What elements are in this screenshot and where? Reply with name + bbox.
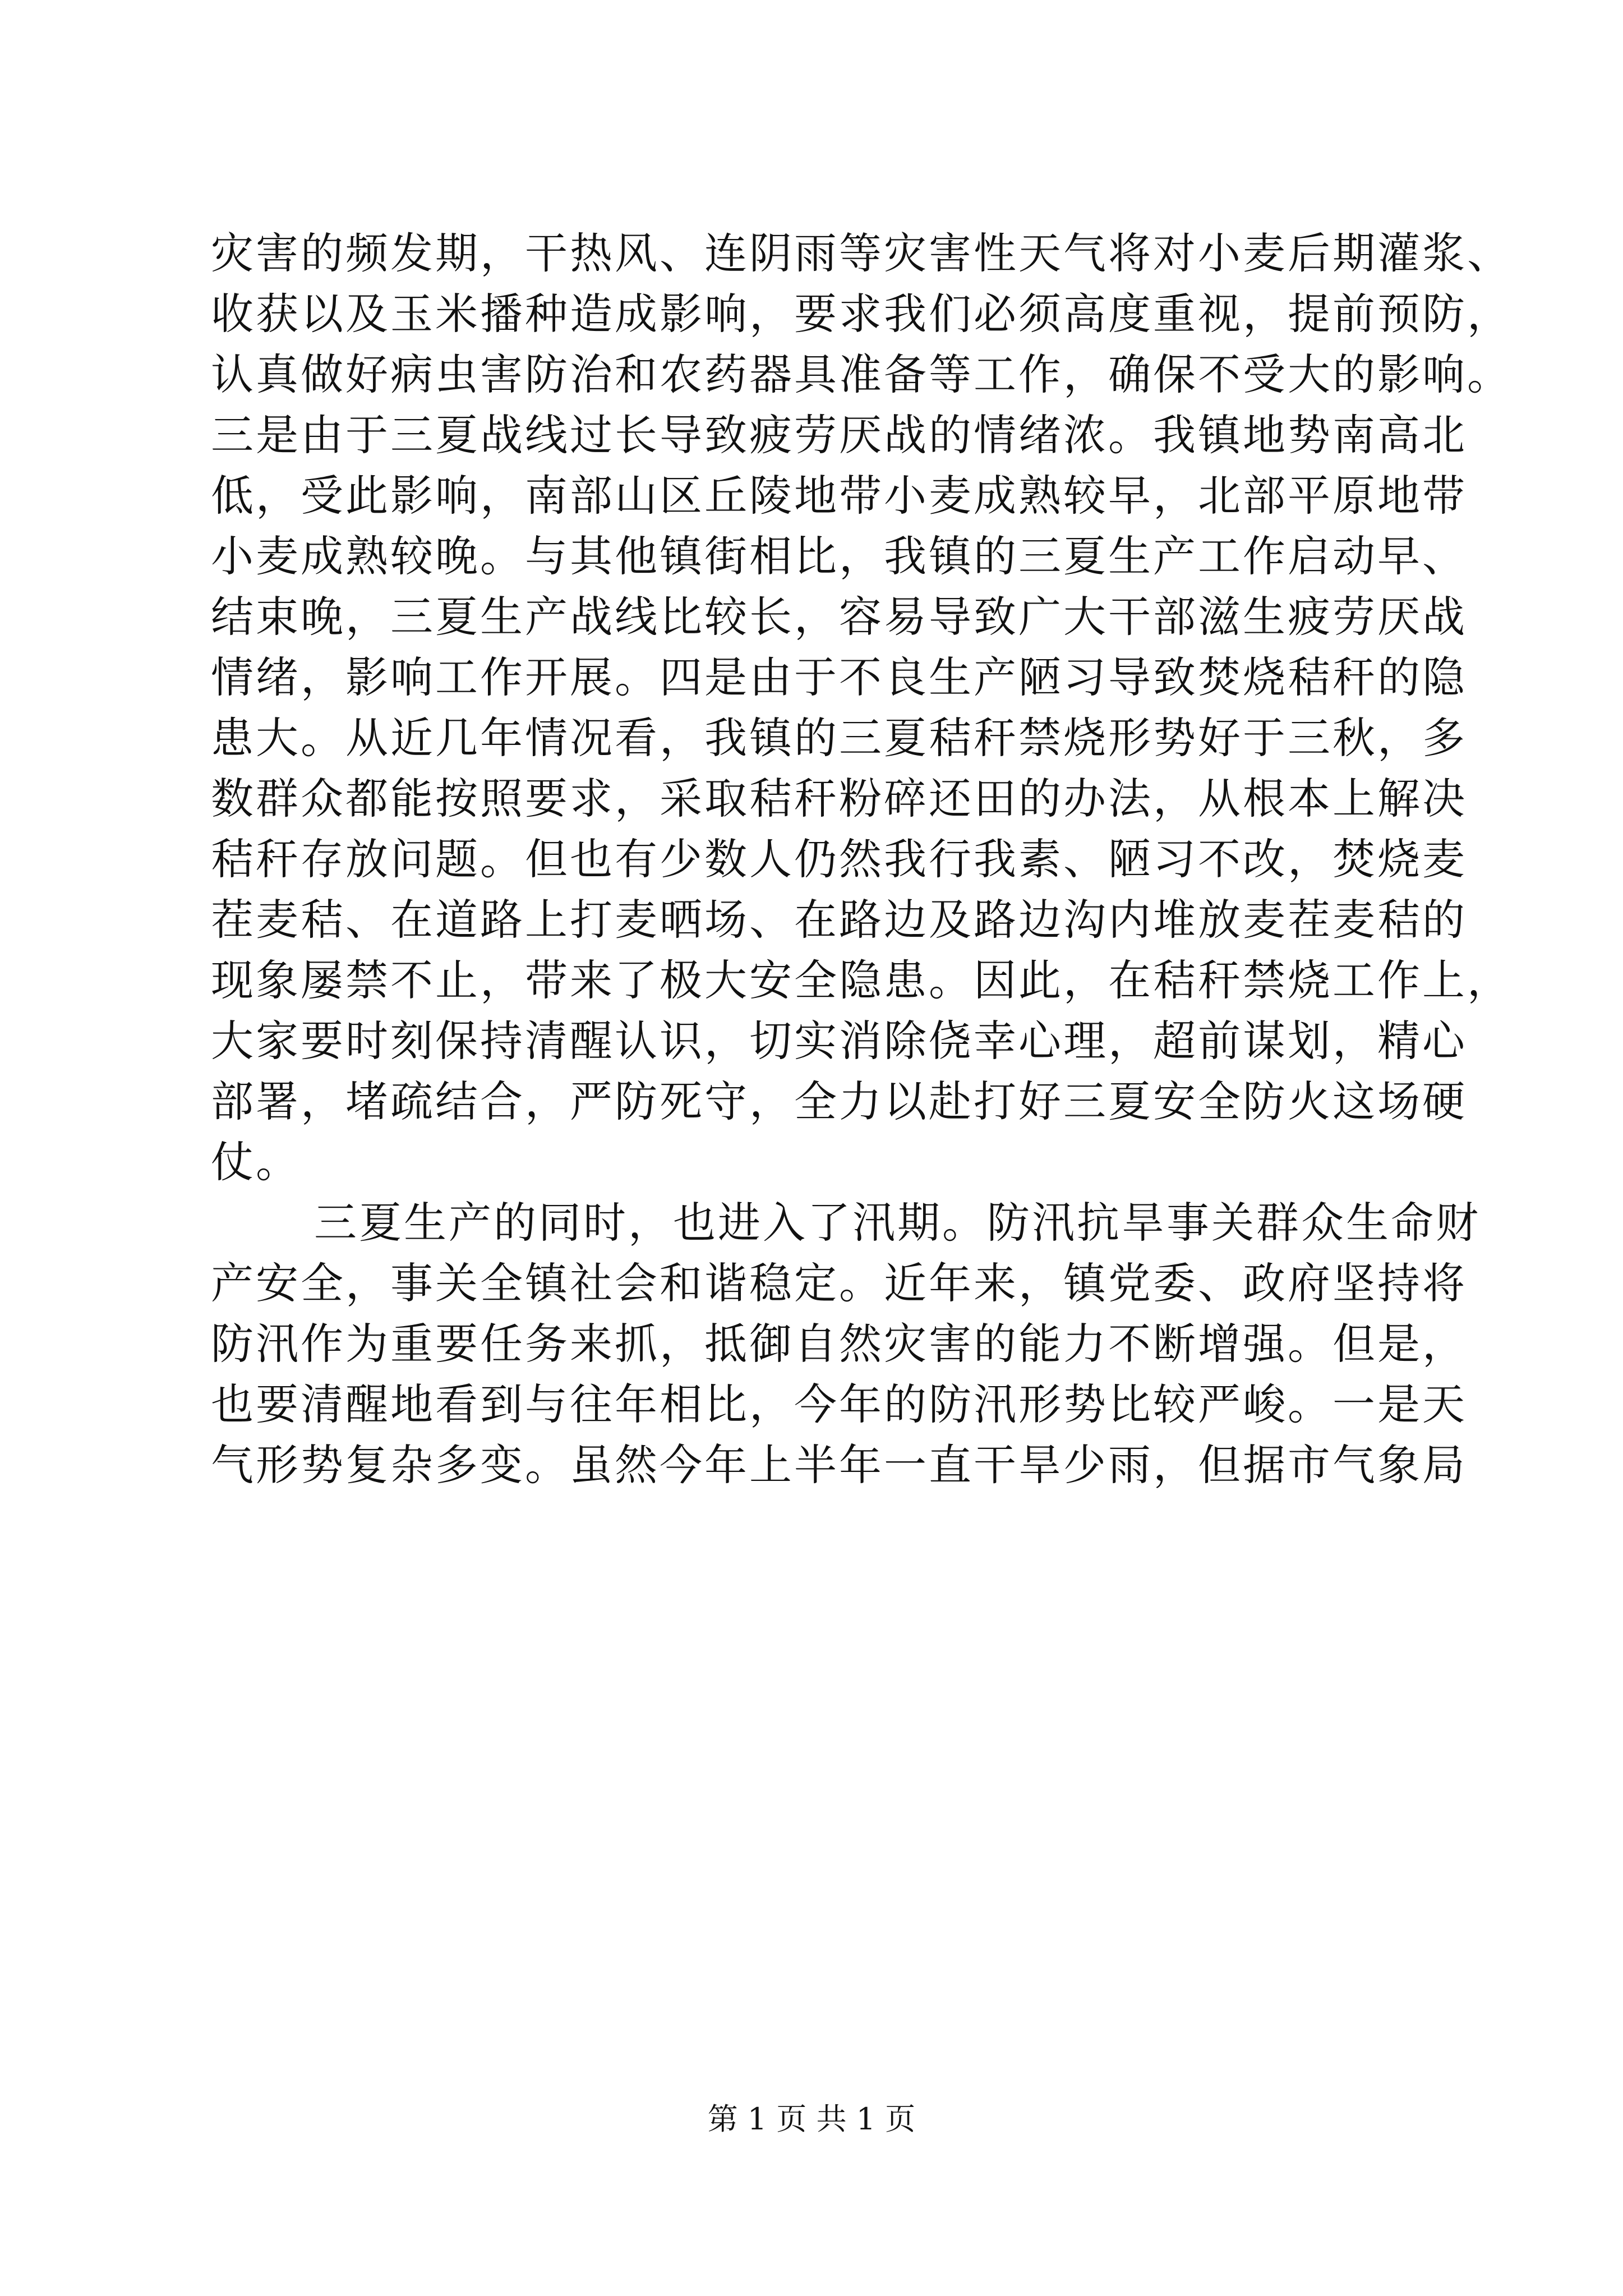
page-number-footer: 第 1 页 共 1 页 <box>707 2101 916 2137</box>
text-line: 三是由于三夏战线过长导致疲劳厌战的情绪浓。我镇地势南高北 <box>211 410 1467 460</box>
text-line: 低，受此影响，南部山区丘陵地带小麦成熟较早，北部平原地带 <box>211 471 1467 521</box>
text-line: 收获以及玉米播种造成影响，要求我们必须高度重视，提前预防， <box>211 289 1512 339</box>
text-line: 气形势复杂多变。虽然今年上半年一直干旱少雨，但据市气象局 <box>211 1440 1467 1490</box>
text-line: 结束晚，三夏生产战线比较长，容易导致广大干部滋生疲劳厌战 <box>211 592 1467 642</box>
text-line: 大家要时刻保持清醒认识，切实消除侥幸心理，超前谋划，精心 <box>211 1016 1467 1066</box>
text-line: 仗。 <box>211 1137 301 1187</box>
text-line: 小麦成熟较晚。与其他镇街相比，我镇的三夏生产工作启动早、 <box>211 531 1467 581</box>
text-line: 患大。从近几年情况看，我镇的三夏秸秆禁烧形势好于三秋，多 <box>211 713 1467 763</box>
text-line: 茬麦秸、在道路上打麦晒场、在路边及路边沟内堆放麦茬麦秸的 <box>211 895 1467 945</box>
text-line: 灾害的频发期，干热风、连阴雨等灾害性天气将对小麦后期灌浆、 <box>211 228 1512 278</box>
text-line: 认真做好病虫害防治和农药器具准备等工作，确保不受大的影响。 <box>211 349 1512 399</box>
text-line: 秸秆存放问题。但也有少数人仍然我行我素、陋习不改，焚烧麦 <box>211 834 1467 884</box>
text-line: 数群众都能按照要求，采取秸秆粉碎还田的办法，从根本上解决 <box>211 774 1467 823</box>
text-line: 三夏生产的同时，也进入了汛期。防汛抗旱事关群众生命财 <box>314 1198 1481 1248</box>
body-text <box>211 223 1512 1496</box>
text-line: 部署，堵疏结合，严防死守，全力以赴打好三夏安全防火这场硬 <box>211 1076 1467 1126</box>
text-line: 现象屡禁不止，带来了极大安全隐患。因此，在秸秆禁烧工作上， <box>211 955 1512 1005</box>
text-line: 防汛作为重要任务来抓，抵御自然灾害的能力不断增强。但是， <box>211 1319 1467 1369</box>
text-line: 情绪，影响工作开展。四是由于不良生产陋习导致焚烧秸秆的隐 <box>211 652 1467 702</box>
text-line: 产安全，事关全镇社会和谐稳定。近年来，镇党委、政府坚持将 <box>211 1258 1467 1308</box>
text-line: 也要清醒地看到与往年相比，今年的防汛形势比较严峻。一是天 <box>211 1379 1467 1429</box>
